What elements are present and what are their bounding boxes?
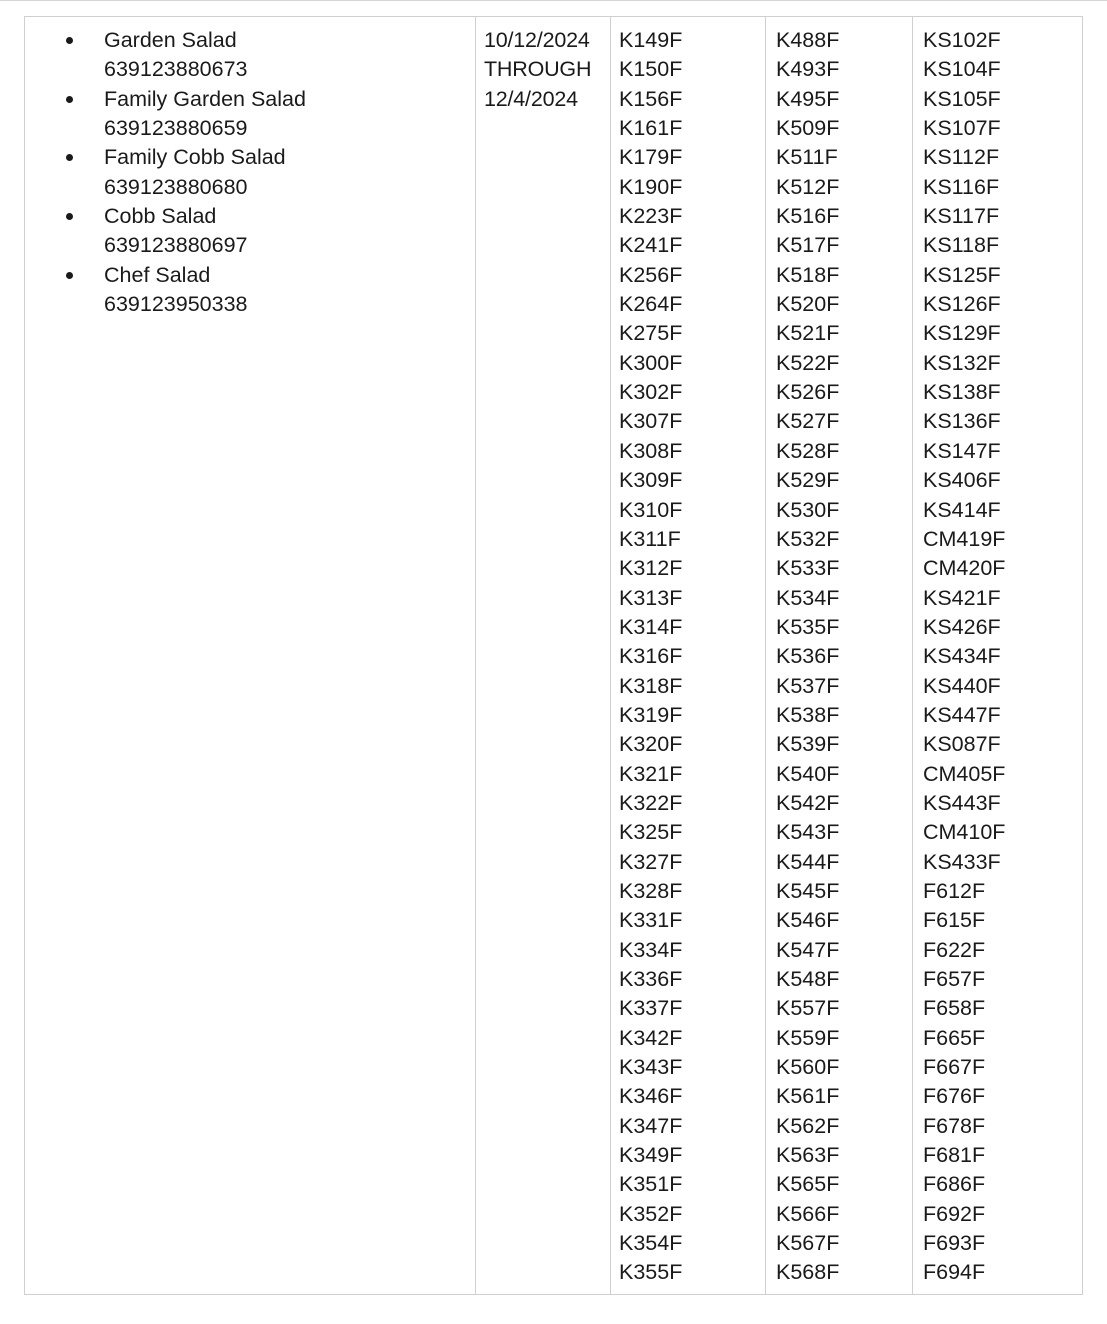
code-item: KS118F (923, 233, 1000, 258)
code-item: K310F (619, 497, 683, 522)
product-upc: 639123880673 (104, 57, 248, 82)
code-item: K223F (619, 204, 683, 229)
code-item: K331F (619, 908, 683, 933)
code-item: K342F (619, 1025, 683, 1050)
code-item: K546F (776, 908, 840, 933)
code-item: K511F (776, 145, 838, 170)
products-list (25, 26, 475, 319)
code-item: K308F (619, 438, 683, 463)
code-item: KS433F (923, 849, 1001, 874)
code-item: CM410F (923, 820, 1006, 845)
code-item: K538F (776, 702, 840, 727)
code-item: K488F (776, 28, 840, 52)
code-item: F622F (923, 937, 986, 962)
code-item: K521F (776, 321, 840, 346)
code-item: F686F (923, 1172, 986, 1197)
bullet-icon (66, 213, 73, 220)
code-item: K557F (776, 996, 840, 1021)
code-item: K351F (619, 1172, 683, 1197)
code-item: K529F (776, 468, 840, 493)
list-item (25, 261, 475, 320)
code-item: K309F (619, 468, 683, 493)
code-item: KS421F (923, 585, 1001, 610)
code-item: K566F (776, 1201, 840, 1226)
code-item: K334F (619, 937, 683, 962)
code-item: K522F (776, 350, 840, 375)
code-item: F657F (923, 967, 986, 991)
product-upc: 639123950338 (104, 292, 248, 317)
code-item: KS117F (923, 204, 1000, 229)
code-item: K530F (776, 497, 840, 522)
code-item: CM405F (923, 761, 1006, 786)
code-item: K534F (776, 585, 840, 610)
code-item: K495F (776, 86, 840, 111)
code-item: K313F (619, 585, 683, 610)
code-item: KS107F (923, 116, 1001, 141)
code-item: F612F (923, 878, 986, 903)
code-item: KS443F (923, 790, 1001, 815)
code-item: K567F (776, 1231, 840, 1256)
code-item: K349F (619, 1143, 683, 1168)
code-item: F667F (923, 1055, 986, 1080)
code-item: K314F (619, 614, 683, 639)
code-item: KS132F (923, 350, 1001, 375)
code-item: K543F (776, 820, 840, 845)
code-item: K312F (619, 556, 683, 581)
code-item: K264F (619, 292, 683, 317)
code-item: KS147F (923, 438, 1001, 463)
products-cell (25, 17, 476, 1295)
list-item (25, 143, 475, 202)
code-item: KS447F (923, 702, 1001, 727)
bullet-icon (66, 154, 73, 161)
code-item: K548F (776, 967, 840, 991)
code-item: K536F (776, 644, 840, 669)
product-name: Family Cobb Salad (104, 145, 286, 170)
code-item: K256F (619, 262, 683, 287)
code-item: KS440F (923, 673, 1001, 698)
code-item: F694F (923, 1260, 986, 1285)
date-end: 12/4/2024 (484, 86, 578, 111)
code-item: K307F (619, 409, 683, 434)
product-upc: 639123880659 (104, 116, 248, 141)
codes-column-3 (913, 17, 1083, 1295)
bullet-icon (66, 272, 73, 279)
code-item: K526F (776, 380, 840, 405)
code-item: F665F (923, 1025, 986, 1050)
code-item: K516F (776, 204, 840, 229)
codes-column-1 (611, 17, 766, 1295)
code-item: F658F (923, 996, 986, 1021)
code-item: K179F (619, 145, 683, 170)
code-item: K547F (776, 937, 840, 962)
code-item: K535F (776, 614, 840, 639)
code-item: K568F (776, 1260, 840, 1285)
code-item: K528F (776, 438, 840, 463)
code-item: K343F (619, 1055, 683, 1080)
product-name: Cobb Salad (104, 204, 217, 229)
code-item: F693F (923, 1231, 986, 1256)
code-item: K161F (619, 116, 683, 141)
code-item: K512F (776, 174, 840, 199)
code-item: K241F (619, 233, 683, 258)
code-item: K542F (776, 790, 840, 815)
product-name: Chef Salad (104, 262, 211, 287)
bullet-icon (66, 37, 73, 44)
list-item (25, 85, 475, 144)
code-item: KS129F (923, 321, 1001, 346)
code-item: K561F (776, 1084, 840, 1109)
list-item (25, 202, 475, 261)
code-item: K560F (776, 1055, 840, 1080)
code-item: K275F (619, 321, 683, 346)
code-item: K336F (619, 967, 683, 991)
code-item: KS087F (923, 732, 1001, 757)
code-item: K190F (619, 174, 683, 199)
code-item: K563F (776, 1143, 840, 1168)
code-item: K321F (619, 761, 683, 786)
code-item: K346F (619, 1084, 683, 1109)
code-item: CM419F (923, 526, 1006, 551)
bullet-icon (66, 96, 73, 103)
code-item: F676F (923, 1084, 986, 1109)
code-item: K320F (619, 732, 683, 757)
code-item: F678F (923, 1113, 986, 1138)
code-item: K540F (776, 761, 840, 786)
code-item: K539F (776, 732, 840, 757)
code-item: K517F (776, 233, 840, 258)
code-item: K337F (619, 996, 683, 1021)
code-item: KS112F (923, 145, 1000, 170)
code-item: K319F (619, 702, 683, 727)
code-item: KS105F (923, 86, 1001, 111)
code-item: K493F (776, 57, 840, 82)
codes-column-2 (766, 17, 913, 1295)
code-item: KS434F (923, 644, 1001, 669)
code-item: KS104F (923, 57, 1001, 82)
code-item: K327F (619, 849, 683, 874)
recall-table (24, 16, 1083, 1295)
product-name: Garden Salad (104, 28, 237, 52)
product-upc: 639123880680 (104, 174, 248, 199)
code-item: KS414F (923, 497, 1001, 522)
code-item: K520F (776, 292, 840, 317)
code-item: F692F (923, 1201, 986, 1226)
code-item: K545F (776, 878, 840, 903)
code-item: KS136F (923, 409, 1001, 434)
code-item: K354F (619, 1231, 683, 1256)
date-start: 10/12/2024 (484, 28, 590, 52)
code-item: K325F (619, 820, 683, 845)
code-item: K518F (776, 262, 840, 287)
dates-cell (476, 17, 611, 1295)
code-item: K322F (619, 790, 683, 815)
code-item: K347F (619, 1113, 683, 1138)
code-item: K150F (619, 57, 683, 82)
code-item: K562F (776, 1113, 840, 1138)
code-item: KS406F (923, 468, 1001, 493)
code-item: K533F (776, 556, 840, 581)
table-row (25, 17, 1083, 1295)
product-upc: 639123880697 (104, 233, 248, 258)
code-item: F615F (923, 908, 986, 933)
code-item: KS125F (923, 262, 1001, 287)
code-item: K565F (776, 1172, 840, 1197)
code-item: K352F (619, 1201, 683, 1226)
list-item (25, 26, 475, 85)
code-item: K509F (776, 116, 840, 141)
page-top-rule (0, 0, 1107, 1)
code-item: K318F (619, 673, 683, 698)
code-item: K355F (619, 1260, 683, 1285)
code-item: K527F (776, 409, 840, 434)
product-name: Family Garden Salad (104, 86, 306, 111)
code-item: K532F (776, 526, 840, 551)
code-item: KS102F (923, 28, 1001, 52)
code-item: KS126F (923, 292, 1001, 317)
code-item: K316F (619, 644, 683, 669)
code-item: KS138F (923, 380, 1001, 405)
code-item: K302F (619, 380, 683, 405)
code-item: K300F (619, 350, 683, 375)
code-item: K328F (619, 878, 683, 903)
code-item: CM420F (923, 556, 1006, 581)
code-item: K559F (776, 1025, 840, 1050)
code-item: F681F (923, 1143, 986, 1168)
code-item: K311F (619, 526, 681, 551)
code-item: K537F (776, 673, 840, 698)
code-item: K156F (619, 86, 683, 111)
date-through: THROUGH (484, 57, 592, 82)
code-item: K544F (776, 849, 840, 874)
code-item: KS116F (923, 174, 1000, 199)
code-item: KS426F (923, 614, 1001, 639)
code-item: K149F (619, 28, 683, 52)
